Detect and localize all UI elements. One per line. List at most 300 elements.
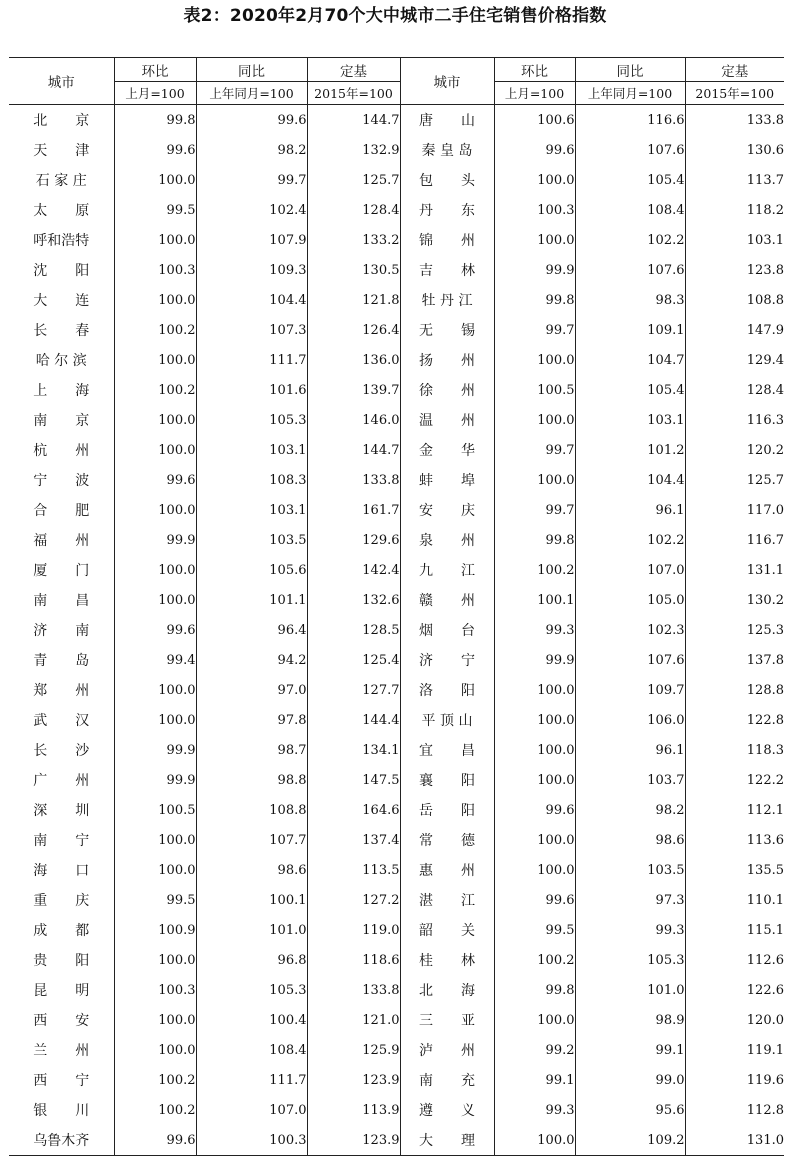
table-row bbox=[9, 705, 784, 735]
city-cell-left: 西 宁 bbox=[33, 1073, 90, 1089]
table-row bbox=[9, 765, 784, 795]
fixed-cell-left: 136.0 bbox=[307, 345, 400, 375]
fixed-cell-left: 132.6 bbox=[307, 585, 400, 615]
city-cell-left: 哈 尔 滨 bbox=[35, 353, 87, 369]
fixed-cell-right: 113.7 bbox=[685, 165, 784, 195]
fixed-cell-right: 112.8 bbox=[685, 1095, 784, 1125]
yoy-cell-right: 99.0 bbox=[575, 1065, 685, 1095]
yoy-cell-right: 103.5 bbox=[575, 855, 685, 885]
fixed-cell-right: 103.1 bbox=[685, 225, 784, 255]
mom-cell-right: 100.2 bbox=[494, 945, 575, 975]
fixed-cell-left: 139.7 bbox=[307, 375, 400, 405]
table-row bbox=[9, 1035, 784, 1065]
fixed-cell-right: 112.1 bbox=[685, 795, 784, 825]
yoy-cell-left: 103.1 bbox=[196, 435, 307, 465]
yoy-cell-left: 105.3 bbox=[196, 975, 307, 1005]
city-cell-right: 温 州 bbox=[400, 405, 494, 435]
city-cell-right: 秦 皇 岛 bbox=[400, 135, 494, 165]
city-cell-right: 扬 州 bbox=[400, 345, 494, 375]
yoy-cell-right: 96.1 bbox=[575, 495, 685, 525]
mom-cell-right: 99.9 bbox=[494, 255, 575, 285]
city-cell-left: 兰 州 bbox=[33, 1043, 90, 1059]
yoy-cell-left: 99.7 bbox=[196, 165, 307, 195]
city-cell-right: 金 华 bbox=[400, 435, 494, 465]
fixed-cell-right: 130.2 bbox=[685, 585, 784, 615]
table-row bbox=[9, 735, 784, 765]
yoy-cell-right: 104.7 bbox=[575, 345, 685, 375]
city-cell-right: 吉 林 bbox=[400, 255, 494, 285]
city-cell-right: 丹 东 bbox=[400, 195, 494, 225]
mom-cell-right: 100.0 bbox=[494, 1005, 575, 1035]
fixed-cell-left: 133.2 bbox=[307, 225, 400, 255]
mom-cell-right: 99.3 bbox=[494, 615, 575, 645]
fixed-cell-left: 123.9 bbox=[307, 1125, 400, 1156]
mom-cell-left: 99.5 bbox=[114, 885, 196, 915]
city-cell-right: 遵 义 bbox=[400, 1095, 494, 1125]
city-cell-left: 乌鲁木齐 bbox=[9, 1125, 114, 1156]
table-row bbox=[9, 465, 784, 495]
mom-cell-right: 99.8 bbox=[494, 525, 575, 555]
city-cell-left: 南 京 bbox=[33, 413, 90, 429]
yoy-cell-left: 109.3 bbox=[196, 255, 307, 285]
city-cell-right: 锦 州 bbox=[400, 225, 494, 255]
table-row bbox=[9, 435, 784, 465]
fixed-cell-left: 146.0 bbox=[307, 405, 400, 435]
yoy-cell-right: 104.4 bbox=[575, 465, 685, 495]
table-row bbox=[9, 795, 784, 825]
fixed-cell-left: 130.5 bbox=[307, 255, 400, 285]
yoy-cell-right: 105.3 bbox=[575, 945, 685, 975]
yoy-cell-right: 101.0 bbox=[575, 975, 685, 1005]
city-cell-right: 三 亚 bbox=[400, 1005, 494, 1035]
city-cell-right: 岳 阳 bbox=[400, 795, 494, 825]
city-cell-left: 北 京 bbox=[33, 113, 90, 129]
table-row bbox=[9, 135, 784, 165]
table-row bbox=[9, 1095, 784, 1125]
fixed-cell-right: 147.9 bbox=[685, 315, 784, 345]
fixed-cell-right: 137.8 bbox=[685, 645, 784, 675]
header-mom-base-right: 上月=100 bbox=[494, 82, 575, 105]
yoy-cell-left: 111.7 bbox=[196, 345, 307, 375]
fixed-cell-right: 117.0 bbox=[685, 495, 784, 525]
table-row bbox=[9, 345, 784, 375]
fixed-cell-left: 134.1 bbox=[307, 735, 400, 765]
mom-cell-right: 100.1 bbox=[494, 585, 575, 615]
yoy-cell-left: 105.3 bbox=[196, 405, 307, 435]
city-cell-left: 石 家 庄 bbox=[35, 173, 87, 189]
city-cell-right: 南 充 bbox=[400, 1065, 494, 1095]
fixed-cell-right: 116.3 bbox=[685, 405, 784, 435]
fixed-cell-left: 125.9 bbox=[307, 1035, 400, 1065]
yoy-cell-left: 111.7 bbox=[196, 1065, 307, 1095]
city-cell-left: 郑 州 bbox=[33, 683, 90, 699]
yoy-cell-left: 98.2 bbox=[196, 135, 307, 165]
yoy-cell-right: 102.2 bbox=[575, 525, 685, 555]
mom-cell-left: 99.6 bbox=[114, 1125, 196, 1156]
yoy-cell-right: 101.2 bbox=[575, 435, 685, 465]
mom-cell-right: 99.1 bbox=[494, 1065, 575, 1095]
table-row bbox=[9, 945, 784, 975]
table-row bbox=[9, 165, 784, 195]
yoy-cell-right: 109.1 bbox=[575, 315, 685, 345]
yoy-cell-left: 105.6 bbox=[196, 555, 307, 585]
yoy-cell-left: 101.6 bbox=[196, 375, 307, 405]
mom-cell-left: 100.2 bbox=[114, 1095, 196, 1125]
city-cell-left: 呼和浩特 bbox=[33, 233, 90, 249]
mom-cell-right: 99.5 bbox=[494, 915, 575, 945]
mom-cell-left: 100.2 bbox=[114, 315, 196, 345]
fixed-cell-left: 123.9 bbox=[307, 1065, 400, 1095]
mom-cell-left: 99.9 bbox=[114, 525, 196, 555]
mom-cell-left: 100.0 bbox=[114, 405, 196, 435]
yoy-cell-left: 107.9 bbox=[196, 225, 307, 255]
city-cell-left: 济 南 bbox=[33, 623, 90, 639]
header-yoy-base-right: 上年同月=100 bbox=[575, 82, 685, 105]
yoy-cell-left: 100.3 bbox=[196, 1125, 307, 1156]
fixed-cell-right: 122.8 bbox=[685, 705, 784, 735]
city-cell-left: 上 海 bbox=[33, 383, 90, 399]
city-cell-right: 泉 州 bbox=[400, 525, 494, 555]
city-cell-left: 青 岛 bbox=[33, 653, 90, 669]
mom-cell-right: 100.0 bbox=[494, 675, 575, 705]
city-cell-right: 唐 山 bbox=[400, 105, 494, 136]
city-cell-left: 银 川 bbox=[33, 1103, 90, 1119]
fixed-cell-right: 131.1 bbox=[685, 555, 784, 585]
table-row bbox=[9, 645, 784, 675]
yoy-cell-right: 103.1 bbox=[575, 405, 685, 435]
table-row bbox=[9, 915, 784, 945]
fixed-cell-left: 164.6 bbox=[307, 795, 400, 825]
city-cell-right: 烟 台 bbox=[400, 615, 494, 645]
header-fixed-left: 定基 bbox=[307, 58, 400, 82]
mom-cell-right: 100.0 bbox=[494, 705, 575, 735]
table-row bbox=[9, 195, 784, 225]
fixed-cell-right: 113.6 bbox=[685, 825, 784, 855]
mom-cell-right: 99.9 bbox=[494, 645, 575, 675]
city-cell-left: 沈 阳 bbox=[33, 263, 90, 279]
table-row bbox=[9, 225, 784, 255]
city-cell-left: 福 州 bbox=[33, 533, 90, 549]
fixed-cell-left: 144.7 bbox=[307, 435, 400, 465]
mom-cell-left: 99.8 bbox=[114, 105, 196, 136]
mom-cell-right: 99.6 bbox=[494, 885, 575, 915]
mom-cell-right: 99.8 bbox=[494, 975, 575, 1005]
yoy-cell-right: 107.6 bbox=[575, 255, 685, 285]
city-cell-right: 徐 州 bbox=[400, 375, 494, 405]
yoy-cell-right: 98.6 bbox=[575, 825, 685, 855]
fixed-cell-right: 133.8 bbox=[685, 105, 784, 136]
table-row bbox=[9, 585, 784, 615]
table-row bbox=[9, 1125, 784, 1156]
fixed-cell-left: 127.2 bbox=[307, 885, 400, 915]
city-cell-right: 赣 州 bbox=[400, 585, 494, 615]
mom-cell-right: 99.7 bbox=[494, 315, 575, 345]
yoy-cell-left: 101.0 bbox=[196, 915, 307, 945]
fixed-cell-left: 121.8 bbox=[307, 285, 400, 315]
yoy-cell-left: 97.8 bbox=[196, 705, 307, 735]
city-cell-right: 九 江 bbox=[400, 555, 494, 585]
mom-cell-left: 99.4 bbox=[114, 645, 196, 675]
header-yoy-left: 同比 bbox=[196, 58, 307, 82]
yoy-cell-right: 103.7 bbox=[575, 765, 685, 795]
yoy-cell-left: 107.0 bbox=[196, 1095, 307, 1125]
table-row bbox=[9, 525, 784, 555]
table-row bbox=[9, 855, 784, 885]
header-fixed-base-left: 2015年=100 bbox=[307, 82, 400, 105]
city-cell-left: 贵 阳 bbox=[33, 953, 90, 969]
yoy-cell-left: 94.2 bbox=[196, 645, 307, 675]
fixed-cell-left: 137.4 bbox=[307, 825, 400, 855]
fixed-cell-right: 131.0 bbox=[685, 1125, 784, 1156]
city-cell-left: 武 汉 bbox=[33, 713, 90, 729]
city-cell-left: 宁 波 bbox=[33, 473, 90, 489]
mom-cell-left: 100.0 bbox=[114, 585, 196, 615]
city-cell-left: 大 连 bbox=[33, 293, 90, 309]
city-cell-left: 成 都 bbox=[33, 923, 90, 939]
city-cell-right: 湛 江 bbox=[400, 885, 494, 915]
yoy-cell-right: 98.2 bbox=[575, 795, 685, 825]
city-cell-right: 宜 昌 bbox=[400, 735, 494, 765]
mom-cell-left: 100.2 bbox=[114, 1065, 196, 1095]
city-cell-left: 天 津 bbox=[33, 143, 90, 159]
mom-cell-right: 99.3 bbox=[494, 1095, 575, 1125]
yoy-cell-left: 100.1 bbox=[196, 885, 307, 915]
mom-cell-right: 100.2 bbox=[494, 555, 575, 585]
fixed-cell-right: 125.7 bbox=[685, 465, 784, 495]
fixed-cell-left: 113.9 bbox=[307, 1095, 400, 1125]
table-row bbox=[9, 825, 784, 855]
yoy-cell-right: 102.3 bbox=[575, 615, 685, 645]
table-row bbox=[9, 495, 784, 525]
mom-cell-right: 99.6 bbox=[494, 135, 575, 165]
yoy-cell-right: 99.3 bbox=[575, 915, 685, 945]
city-cell-left: 南 昌 bbox=[33, 593, 90, 609]
city-cell-left: 长 春 bbox=[33, 323, 90, 339]
mom-cell-left: 100.0 bbox=[114, 855, 196, 885]
yoy-cell-right: 107.6 bbox=[575, 135, 685, 165]
yoy-cell-left: 102.4 bbox=[196, 195, 307, 225]
yoy-cell-right: 95.6 bbox=[575, 1095, 685, 1125]
fixed-cell-right: 130.6 bbox=[685, 135, 784, 165]
fixed-cell-right: 122.2 bbox=[685, 765, 784, 795]
table-body bbox=[9, 105, 784, 1156]
fixed-cell-left: 118.6 bbox=[307, 945, 400, 975]
fixed-cell-right: 120.0 bbox=[685, 1005, 784, 1035]
yoy-cell-right: 109.7 bbox=[575, 675, 685, 705]
yoy-cell-left: 101.1 bbox=[196, 585, 307, 615]
header-mom-left: 环比 bbox=[114, 58, 196, 82]
mom-cell-right: 99.8 bbox=[494, 285, 575, 315]
fixed-cell-right: 122.6 bbox=[685, 975, 784, 1005]
fixed-cell-left: 128.4 bbox=[307, 195, 400, 225]
yoy-cell-left: 104.4 bbox=[196, 285, 307, 315]
city-cell-left: 昆 明 bbox=[33, 983, 90, 999]
mom-cell-left: 100.0 bbox=[114, 345, 196, 375]
yoy-cell-right: 107.0 bbox=[575, 555, 685, 585]
fixed-cell-right: 119.1 bbox=[685, 1035, 784, 1065]
mom-cell-left: 99.6 bbox=[114, 465, 196, 495]
mom-cell-left: 100.0 bbox=[114, 495, 196, 525]
yoy-cell-left: 107.7 bbox=[196, 825, 307, 855]
header-city-left: 城市 bbox=[9, 58, 114, 105]
mom-cell-right: 100.6 bbox=[494, 105, 575, 136]
mom-cell-right: 100.0 bbox=[494, 405, 575, 435]
yoy-cell-left: 97.0 bbox=[196, 675, 307, 705]
mom-cell-right: 100.0 bbox=[494, 225, 575, 255]
yoy-cell-right: 109.2 bbox=[575, 1125, 685, 1156]
fixed-cell-right: 128.8 bbox=[685, 675, 784, 705]
city-cell-right: 蚌 埠 bbox=[400, 465, 494, 495]
mom-cell-right: 100.0 bbox=[494, 855, 575, 885]
yoy-cell-left: 107.3 bbox=[196, 315, 307, 345]
mom-cell-left: 100.3 bbox=[114, 255, 196, 285]
yoy-cell-left: 96.8 bbox=[196, 945, 307, 975]
yoy-cell-right: 105.4 bbox=[575, 375, 685, 405]
mom-cell-left: 100.0 bbox=[114, 225, 196, 255]
mom-cell-left: 100.0 bbox=[114, 945, 196, 975]
mom-cell-left: 100.5 bbox=[114, 795, 196, 825]
mom-cell-left: 100.0 bbox=[114, 165, 196, 195]
mom-cell-left: 100.0 bbox=[114, 285, 196, 315]
fixed-cell-left: 126.4 bbox=[307, 315, 400, 345]
city-cell-right: 惠 州 bbox=[400, 855, 494, 885]
yoy-cell-left: 98.6 bbox=[196, 855, 307, 885]
city-cell-right: 安 庆 bbox=[400, 495, 494, 525]
mom-cell-right: 100.0 bbox=[494, 765, 575, 795]
mom-cell-right: 100.5 bbox=[494, 375, 575, 405]
mom-cell-right: 99.2 bbox=[494, 1035, 575, 1065]
mom-cell-left: 99.6 bbox=[114, 135, 196, 165]
fixed-cell-left: 128.5 bbox=[307, 615, 400, 645]
fixed-cell-right: 118.3 bbox=[685, 735, 784, 765]
fixed-cell-right: 115.1 bbox=[685, 915, 784, 945]
mom-cell-left: 100.3 bbox=[114, 975, 196, 1005]
fixed-cell-left: 133.8 bbox=[307, 465, 400, 495]
fixed-cell-left: 144.7 bbox=[307, 105, 400, 136]
price-index-table bbox=[9, 57, 784, 1156]
yoy-cell-right: 102.2 bbox=[575, 225, 685, 255]
table-title: 表2：2020年2月70个大中城市二手住宅销售价格指数 bbox=[183, 6, 607, 26]
fixed-cell-right: 118.2 bbox=[685, 195, 784, 225]
mom-cell-right: 100.3 bbox=[494, 195, 575, 225]
mom-cell-right: 99.7 bbox=[494, 435, 575, 465]
fixed-cell-left: 121.0 bbox=[307, 1005, 400, 1035]
yoy-cell-right: 96.1 bbox=[575, 735, 685, 765]
city-cell-left: 重 庆 bbox=[33, 893, 90, 909]
fixed-cell-right: 110.1 bbox=[685, 885, 784, 915]
fixed-cell-left: 113.5 bbox=[307, 855, 400, 885]
header-mom-base-left: 上月=100 bbox=[114, 82, 196, 105]
yoy-cell-right: 106.0 bbox=[575, 705, 685, 735]
mom-cell-right: 100.0 bbox=[494, 165, 575, 195]
fixed-cell-right: 128.4 bbox=[685, 375, 784, 405]
yoy-cell-left: 99.6 bbox=[196, 105, 307, 136]
city-cell-right: 济 宁 bbox=[400, 645, 494, 675]
city-cell-left: 广 州 bbox=[33, 773, 90, 789]
mom-cell-right: 99.6 bbox=[494, 795, 575, 825]
city-cell-right: 北 海 bbox=[400, 975, 494, 1005]
fixed-cell-left: 132.9 bbox=[307, 135, 400, 165]
yoy-cell-left: 103.5 bbox=[196, 525, 307, 555]
table-row bbox=[9, 315, 784, 345]
table-row bbox=[9, 375, 784, 405]
yoy-cell-right: 98.3 bbox=[575, 285, 685, 315]
city-cell-left: 深 圳 bbox=[33, 803, 90, 819]
mom-cell-left: 100.0 bbox=[114, 1005, 196, 1035]
yoy-cell-right: 105.0 bbox=[575, 585, 685, 615]
fixed-cell-right: 108.8 bbox=[685, 285, 784, 315]
mom-cell-right: 100.0 bbox=[494, 735, 575, 765]
table-header bbox=[9, 58, 784, 105]
mom-cell-right: 100.0 bbox=[494, 465, 575, 495]
mom-cell-left: 99.5 bbox=[114, 195, 196, 225]
fixed-cell-right: 119.6 bbox=[685, 1065, 784, 1095]
mom-cell-left: 100.9 bbox=[114, 915, 196, 945]
city-cell-left: 杭 州 bbox=[33, 443, 90, 459]
mom-cell-right: 99.7 bbox=[494, 495, 575, 525]
yoy-cell-right: 99.1 bbox=[575, 1035, 685, 1065]
fixed-cell-right: 135.5 bbox=[685, 855, 784, 885]
city-cell-left: 长 沙 bbox=[33, 743, 90, 759]
city-cell-left: 合 肥 bbox=[33, 503, 90, 519]
yoy-cell-left: 108.4 bbox=[196, 1035, 307, 1065]
fixed-cell-right: 125.3 bbox=[685, 615, 784, 645]
city-cell-left: 海 口 bbox=[33, 863, 90, 879]
table-row bbox=[9, 675, 784, 705]
fixed-cell-left: 133.8 bbox=[307, 975, 400, 1005]
header-yoy-right: 同比 bbox=[575, 58, 685, 82]
fixed-cell-left: 147.5 bbox=[307, 765, 400, 795]
fixed-cell-left: 142.4 bbox=[307, 555, 400, 585]
city-cell-left: 太 原 bbox=[33, 203, 90, 219]
yoy-cell-right: 98.9 bbox=[575, 1005, 685, 1035]
table-row bbox=[9, 1065, 784, 1095]
city-cell-left: 南 宁 bbox=[33, 833, 90, 849]
mom-cell-left: 100.0 bbox=[114, 1035, 196, 1065]
yoy-cell-left: 96.4 bbox=[196, 615, 307, 645]
city-cell-left: 厦 门 bbox=[33, 563, 90, 579]
fixed-cell-left: 125.4 bbox=[307, 645, 400, 675]
table-row bbox=[9, 105, 784, 136]
yoy-cell-left: 108.3 bbox=[196, 465, 307, 495]
yoy-cell-right: 108.4 bbox=[575, 195, 685, 225]
fixed-cell-right: 120.2 bbox=[685, 435, 784, 465]
fixed-cell-right: 129.4 bbox=[685, 345, 784, 375]
table-row bbox=[9, 285, 784, 315]
mom-cell-left: 100.0 bbox=[114, 825, 196, 855]
city-cell-left: 西 安 bbox=[33, 1013, 90, 1029]
header-fixed-right: 定基 bbox=[685, 58, 784, 82]
city-cell-right: 襄 阳 bbox=[400, 765, 494, 795]
mom-cell-right: 100.0 bbox=[494, 345, 575, 375]
table-row bbox=[9, 1005, 784, 1035]
city-cell-right: 泸 州 bbox=[400, 1035, 494, 1065]
table-row bbox=[9, 975, 784, 1005]
table-row bbox=[9, 885, 784, 915]
mom-cell-right: 100.0 bbox=[494, 825, 575, 855]
header-mom-right: 环比 bbox=[494, 58, 575, 82]
yoy-cell-right: 105.4 bbox=[575, 165, 685, 195]
city-cell-right: 包 头 bbox=[400, 165, 494, 195]
city-cell-right: 大 理 bbox=[400, 1125, 494, 1156]
header-fixed-base-right: 2015年=100 bbox=[685, 82, 784, 105]
city-cell-right: 韶 关 bbox=[400, 915, 494, 945]
fixed-cell-left: 127.7 bbox=[307, 675, 400, 705]
fixed-cell-left: 129.6 bbox=[307, 525, 400, 555]
city-cell-right: 桂 林 bbox=[400, 945, 494, 975]
fixed-cell-right: 123.8 bbox=[685, 255, 784, 285]
mom-cell-left: 100.2 bbox=[114, 375, 196, 405]
